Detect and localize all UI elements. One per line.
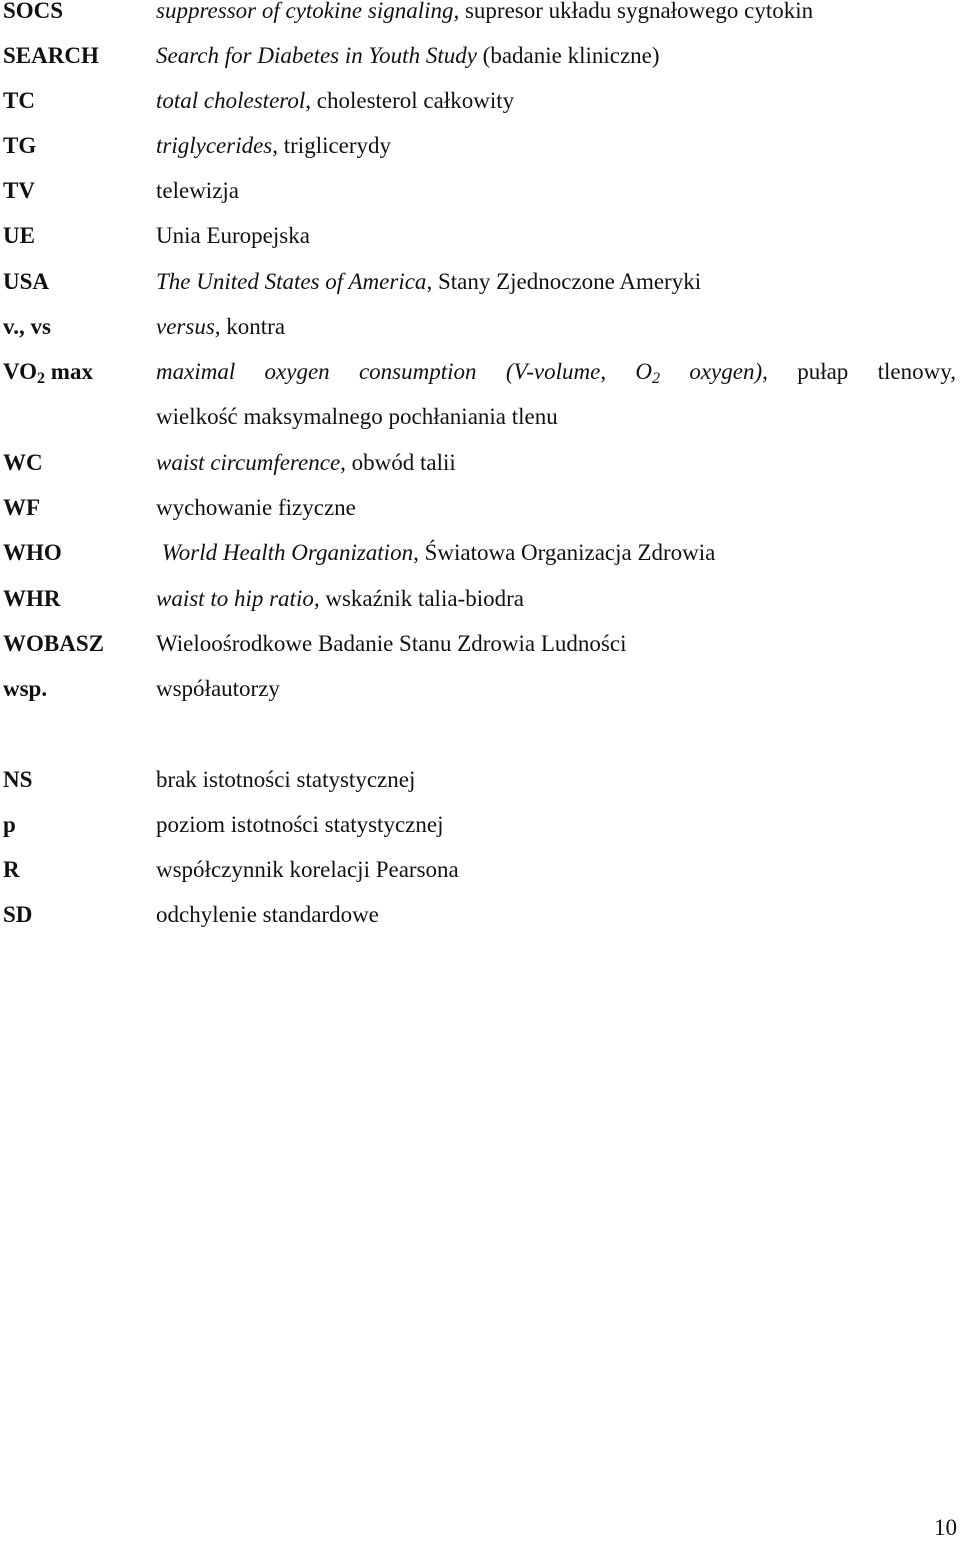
definition: odchylenie standardowe [156,902,379,927]
abbreviation: v., vs [3,314,51,339]
abbreviation: R [3,857,20,882]
abbreviation: WHO [3,540,62,565]
abbreviation: TV [3,178,35,203]
abbreviation: wsp. [3,676,48,701]
definition: Unia Europejska [156,223,310,248]
definition: maximal oxygen consumption (V-volume, $O_2$ oxygen), pułap tlenowy, wielkość maksymalnego pochłaniania tlenu [156,359,956,429]
definition: versus, kontra [156,314,286,339]
abbreviation: p [3,812,16,837]
definition: The United States of America, Stany Zjednoczone Ameryki [156,269,702,294]
definition: waist circumference, obwód talii [156,450,456,475]
definition: suppressor of cytokine signaling, supresor układu sygnałowego cytokin [156,0,814,23]
definition: World Health Organization, Światowa Organizacja Zdrowia [156,540,716,565]
definition: współautorzy [156,676,280,701]
definition: total cholesterol, cholesterol całkowity [156,88,515,113]
page-number: 10 [934,1515,957,1540]
abbreviation: NS [3,767,33,792]
definition: współczynnik korelacji Pearsona [156,857,459,882]
abbreviation: $VO_2$ max [3,359,93,387]
abbreviation: TC [3,88,35,113]
definition: Wieloośrodkowe Badanie Stanu Zdrowia Ludności [156,631,627,656]
abbreviation: WHR [3,586,61,611]
definition: triglycerides, triglicerydy [156,133,392,158]
definition: Search for Diabetes in Youth Study (badanie kliniczne) [156,43,660,68]
definition-continuation: wielkość maksymalnego pochłaniania tlenu [156,404,558,429]
abbreviation: TG [3,133,37,158]
abbreviation: WC [3,450,43,475]
definition: brak istotności statystycznej [156,767,416,792]
abbreviation: UE [3,223,35,248]
abbreviation: SOCS [3,0,64,23]
definition: waist to hip ratio, wskaźnik talia-biodra [156,586,524,611]
abbreviation: WOBASZ [3,631,104,656]
abbreviation: WF [3,495,41,520]
definition: wychowanie fizyczne [156,495,356,520]
abbreviation: USA [3,269,50,294]
definition: poziom istotności statystycznej [156,812,444,837]
abbreviation: SD [3,902,33,927]
definition: telewizja [156,178,240,203]
abbreviation: SEARCH [3,43,99,68]
